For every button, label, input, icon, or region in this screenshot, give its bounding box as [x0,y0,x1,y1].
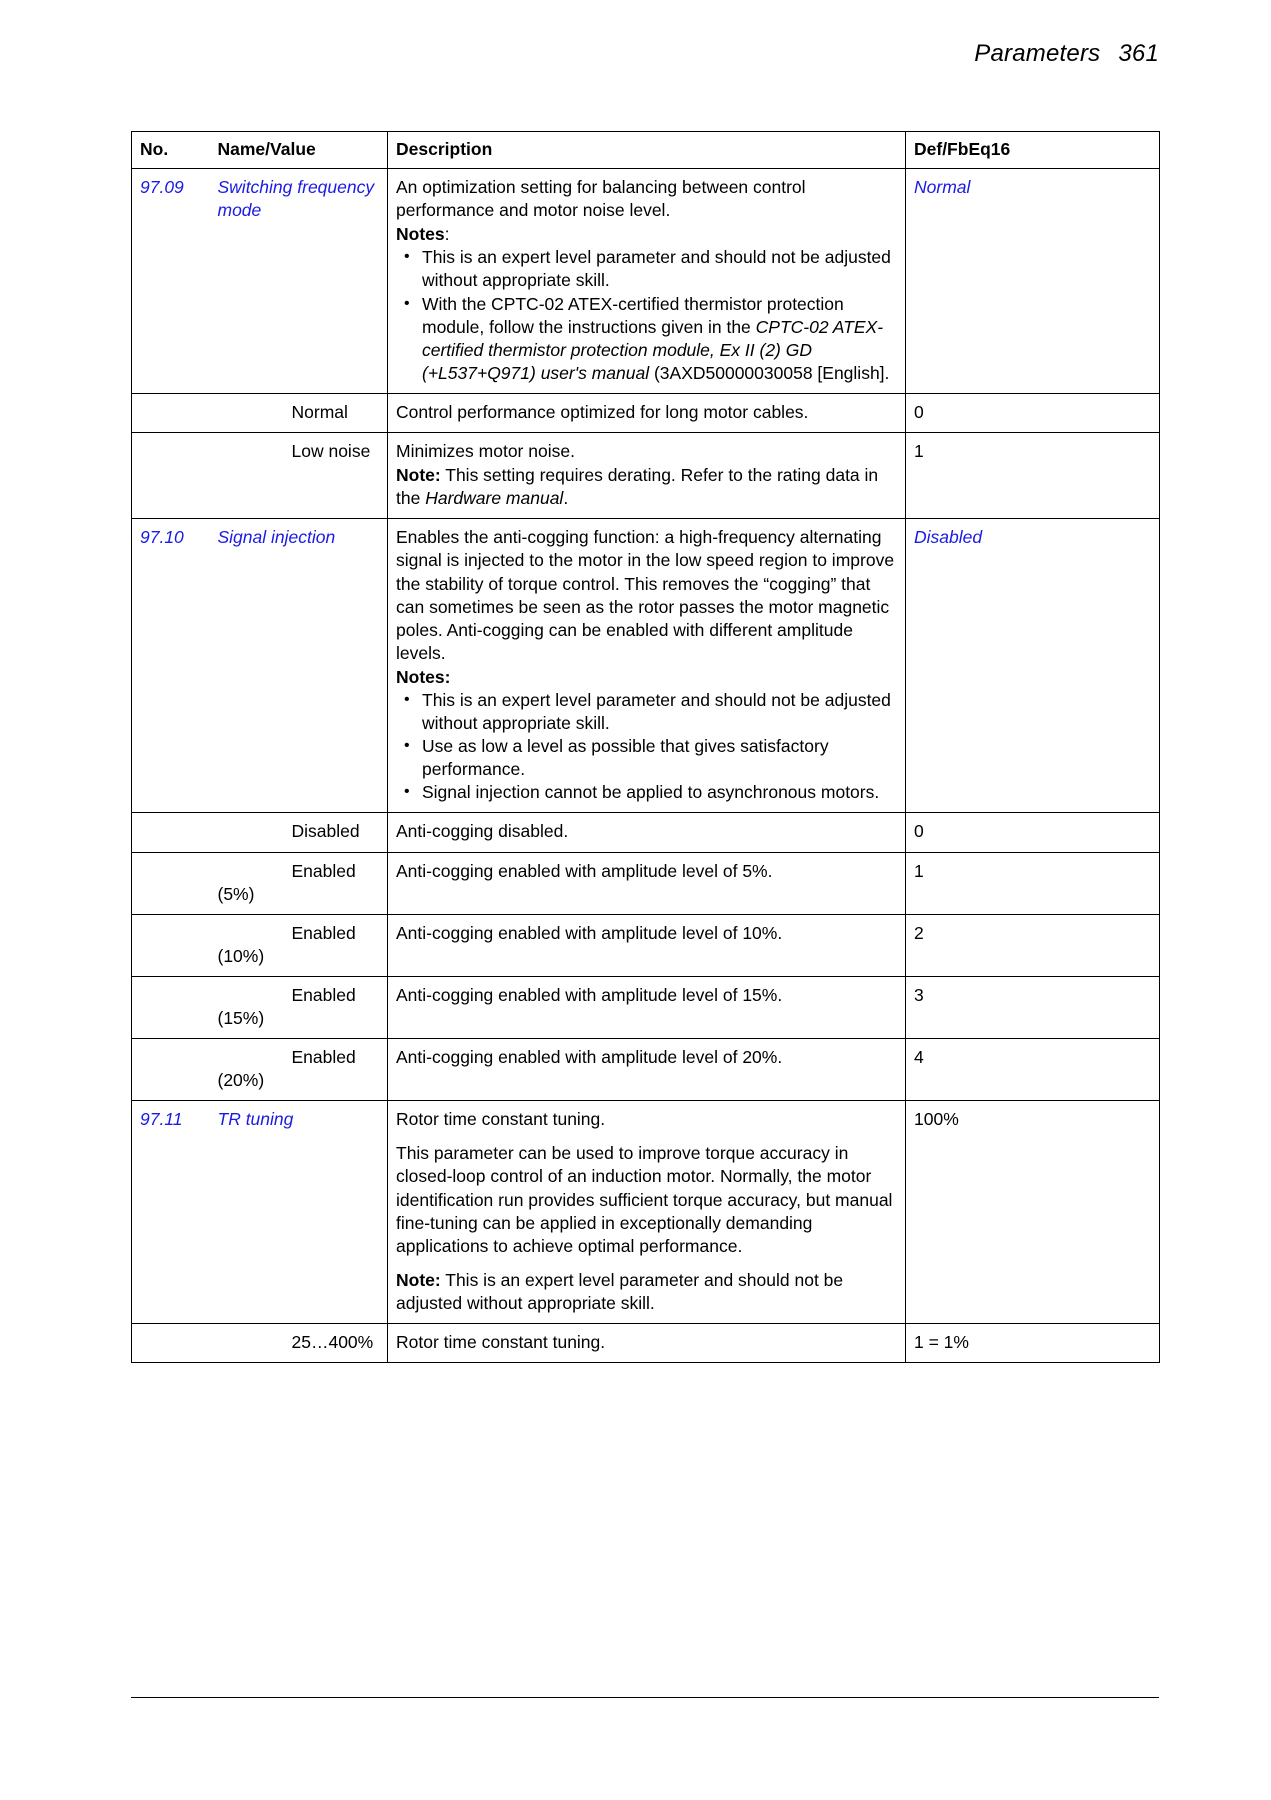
parameter-name: Signal injection [217,527,336,548]
list-item [396,781,897,804]
table-row [132,914,1160,976]
table-body [132,169,1160,1363]
cell-default-value [906,433,1160,519]
cell-enum-name [210,852,388,914]
table-row [132,393,1160,432]
parameter-name: Switching frequency mode [217,177,375,221]
notes-list [396,689,897,804]
cell-default-value [906,1039,1160,1101]
cell-parameter-number [132,976,210,1038]
note-text: This setting requires derating. Refer to the rating data in the [396,465,879,509]
cell-enum-name [210,433,388,519]
table-row [132,519,1160,813]
enum-name: 25…400% [291,1332,374,1353]
cell-description [388,169,906,394]
cell-parameter-number [132,914,210,976]
enum-name: Low noise [291,441,371,462]
cell-default-value [906,519,1160,813]
description-paragraph: This parameter can be used to improve torque accuracy in closed-loop control of an induction motor. Normally, the motor identification run provides sufficient torque accuracy, but manual fine-tuning can be applied in exceptionally demanding applications to achieve optimal performance. [396,1143,893,1256]
cell-parameter-number [132,393,210,432]
cell-enum-name [210,813,388,852]
table-row [132,1324,1160,1363]
default-value: 3 [914,984,924,1005]
manual-title: Hardware manual [425,488,564,509]
cell-enum-name [210,1324,388,1363]
header-title: Parameters [974,40,1101,67]
parameter-number: 97.09 [140,177,184,198]
running-header [974,40,1159,68]
cell-parameter-number [132,1039,210,1101]
manual-title: CPTC-02 ATEX-certified thermistor protection module, Ex II (2) GD (+L537+Q971) user's manual [422,316,884,383]
description-intro: Anti-cogging enabled with amplitude level of 10%. [396,922,783,943]
notes-list [396,246,897,385]
cell-parameter-name [210,169,388,394]
notes-heading [396,666,897,689]
cell-description [388,813,906,852]
notes-label: Notes: [396,666,451,687]
cell-description [388,1324,906,1363]
list-item [396,293,897,385]
notes-label: Notes [396,224,445,245]
table-row [132,852,1160,914]
cell-description [388,852,906,914]
description-intro: Rotor time constant tuning. [396,1109,606,1130]
cell-parameter-number [132,1324,210,1363]
table-row [132,433,1160,519]
column-header-name-value: Name/Value [210,132,388,169]
note-text: This is an expert level parameter and should not be adjusted without appropriate skill. [396,1269,844,1313]
table-row [132,813,1160,852]
cell-enum-name [210,914,388,976]
cell-enum-name [210,976,388,1038]
note-text: This is an expert level parameter and should not be adjusted without appropriate skill. [422,247,891,291]
column-header-def-fbeq16: Def/FbEq16 [906,132,1160,169]
footer-divider [131,1697,1159,1698]
description-intro: Rotor time constant tuning. [396,1332,606,1353]
default-value: 1 = 1% [914,1332,969,1353]
list-item [396,689,897,735]
description-intro: Enables the anti-cogging function: a high-frequency alternating signal is injected to the motor in the low speed region to improve the stability of torque control. This removes the “cogging” that can sometimes be seen as the rotor passes the motor magnetic poles. Anti-cogging can be enabled with different amplitude levels. [396,527,895,663]
cell-parameter-number [132,519,210,813]
note-text: Use as low a level as possible that gives satisfactory performance. [422,736,829,780]
description-intro: Anti-cogging enabled with amplitude level of 20%. [396,1047,783,1068]
enum-name: Disabled [291,821,360,842]
table-header [132,132,1160,169]
description-intro: Anti-cogging enabled with amplitude level of 5%. [396,860,773,881]
default-value: 1 [914,860,924,881]
enum-name: Normal [291,401,348,422]
default-value: 4 [914,1047,924,1068]
note-text: This is an expert level parameter and should not be adjusted without appropriate skill. [422,689,891,734]
column-header-description: Description [388,132,906,169]
cell-default-value [906,813,1160,852]
cell-parameter-number [132,852,210,914]
default-value: 0 [914,821,924,842]
description-intro: Anti-cogging enabled with amplitude level of 15%. [396,984,783,1005]
table-header-row [132,132,1160,169]
note-label: Note: [396,465,441,486]
enum-name: Enabled (15%) [217,984,356,1028]
table-row [132,1101,1160,1324]
table-row [132,976,1160,1038]
cell-description [388,519,906,813]
default-value: 2 [914,922,924,943]
default-value: Normal [914,177,971,198]
parameter-number: 97.11 [140,1109,183,1130]
notes-heading [396,223,897,246]
cell-default-value [906,1101,1160,1324]
cell-default-value [906,169,1160,394]
default-value: 100% [914,1109,959,1130]
header-page-number: 361 [1118,40,1159,67]
table-row [132,1039,1160,1101]
parameter-table [131,131,1160,1363]
note-text-end: . [563,488,569,509]
cell-description [388,1101,906,1324]
cell-description [388,393,906,432]
column-header-no: No. [132,132,210,169]
cell-description [388,1039,906,1101]
cell-parameter-number [132,169,210,394]
cell-default-value [906,852,1160,914]
description-intro: An optimization setting for balancing between control performance and motor noise level. [396,177,806,221]
cell-description [388,976,906,1038]
list-item [396,735,897,781]
description-note [396,464,897,510]
cell-default-value [906,1324,1160,1363]
description-intro: Anti-cogging disabled. [396,821,569,842]
manual-document-number: (3AXD50000030058 [English]. [649,362,890,383]
note-text: Signal injection cannot be applied to asynchronous motors. [422,782,880,803]
default-value: 1 [914,441,924,462]
table-row [132,169,1160,394]
description-intro: Minimizes motor noise. [396,441,575,462]
description-note [396,1269,897,1315]
cell-enum-name [210,393,388,432]
enum-name: Enabled (10%) [217,922,356,966]
parameter-name: TR tuning [217,1109,294,1130]
default-value: Disabled [914,527,983,548]
enum-name: Enabled (20%) [217,1047,356,1091]
note-text: With the CPTC-02 ATEX-certified thermistor protection module, follow the instructions given in the [422,293,844,337]
cell-parameter-number [132,1101,210,1324]
cell-enum-name [210,1039,388,1101]
cell-description [388,914,906,976]
cell-parameter-name [210,519,388,813]
cell-parameter-number [132,813,210,852]
cell-default-value [906,393,1160,432]
notes-label-suffix: : [444,224,450,245]
cell-parameter-name [210,1101,388,1324]
cell-default-value [906,914,1160,976]
list-item [396,246,897,292]
cell-parameter-number [132,433,210,519]
description-intro: Control performance optimized for long motor cables. [396,401,809,422]
enum-name: Enabled (5%) [217,860,356,904]
cell-default-value [906,976,1160,1038]
default-value: 0 [914,401,924,422]
parameter-number: 97.10 [140,527,184,548]
cell-description [388,433,906,519]
note-label: Note: [396,1269,441,1290]
